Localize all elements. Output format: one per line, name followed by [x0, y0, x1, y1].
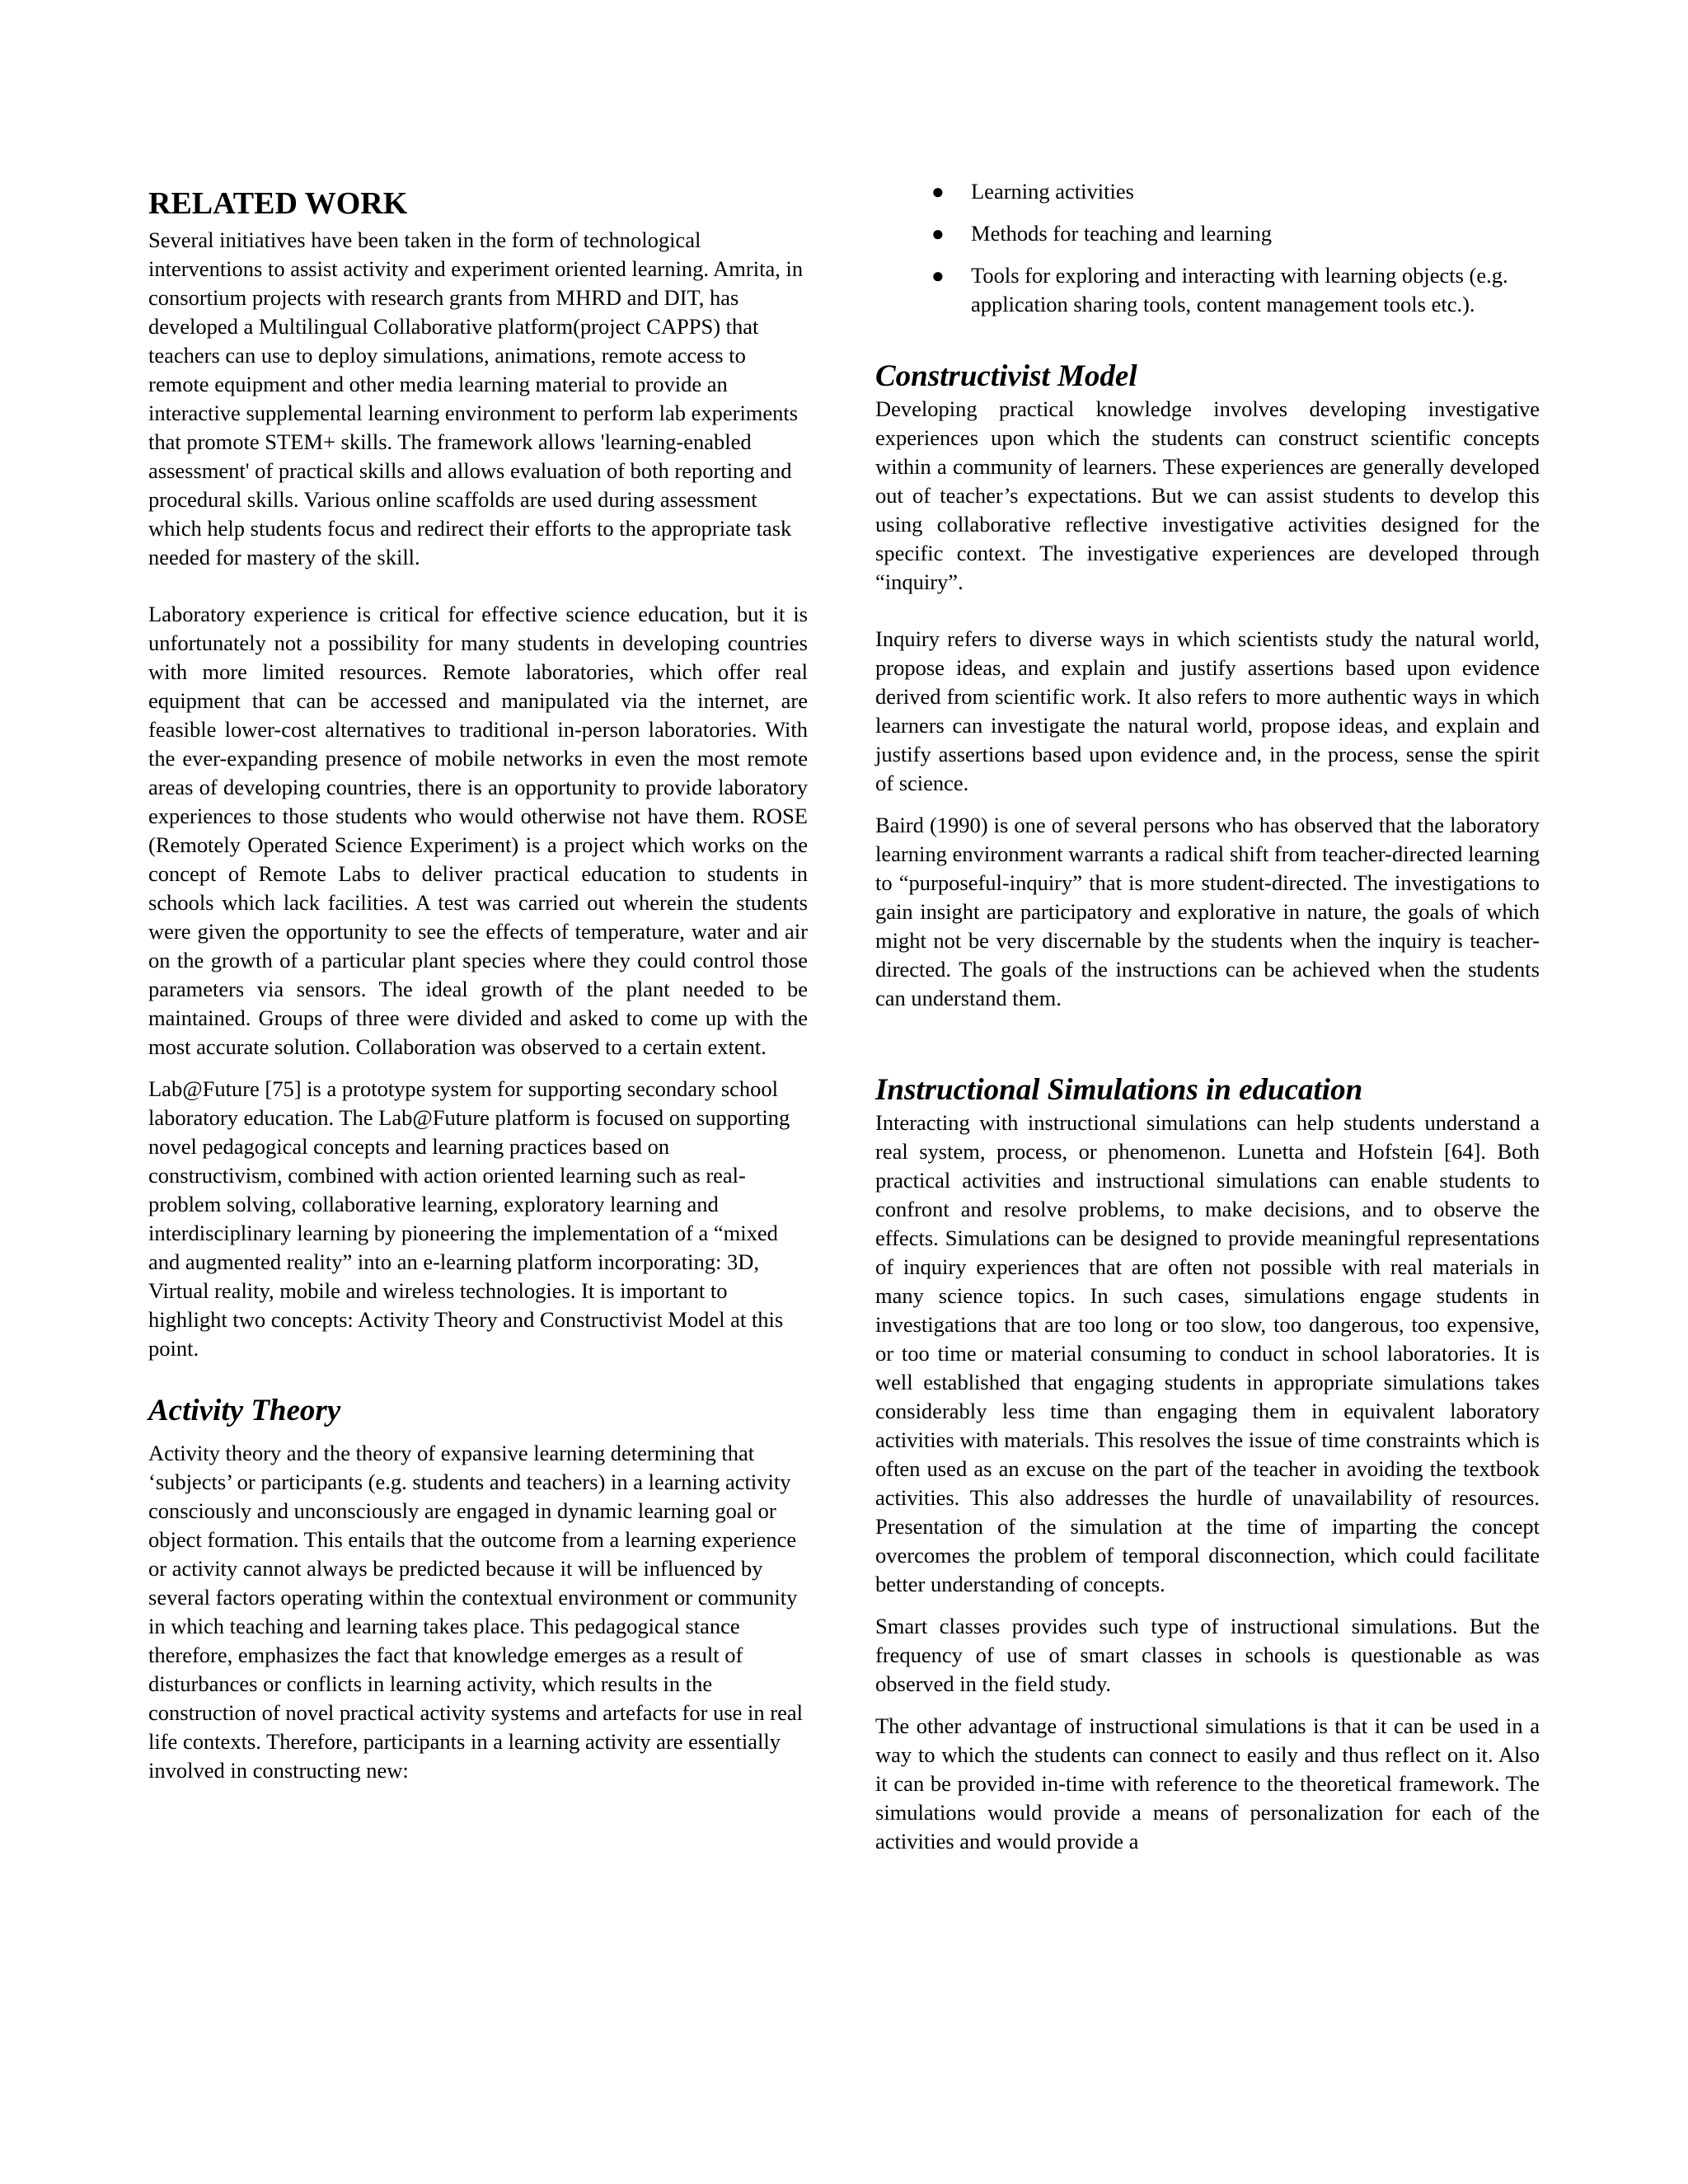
right-column [875, 177, 1540, 1856]
paragraph-lab-at-future: Lab@Future [75] is a prototype system for supporting secondary school laboratory education. The Lab@Future platform is focused on supporting novel pedagogical concepts and learning practices based on constructivism, combined with action oriented learning such as real-problem solving, collaborative learning, exploratory learning and interdisciplinary learning by pioneering the implementation of a “mixed and augmented reality” into an e-learning platform incorporating: 3D, Virtual reality, mobile and wireless technologies. It is important to highlight two concepts: Activity Theory and Constructivist Model at this point. [148, 1076, 790, 1361]
bullet-item: ● Methods for teaching and learning [875, 219, 1540, 248]
paragraph-advantage: The other advantage of instructional simulations is that it can be used in a way to which the students can connect to easily and thus reflect on it. Also it can be provided in-time with reference to the theoretical framework. The simulations would provide a means of personalization for each of the activities and would provide a [875, 1713, 1540, 1854]
left-column [148, 173, 808, 1785]
bullet-dot-icon: ● [931, 222, 945, 246]
paragraph-activity-theory: Activity theory and the theory of expansive learning determining that ‘subjects’ or participants (e.g. students and teachers) in a learning activity consciously and unconsciously are engaged in dynamic learning goal or object formation. This entails that the outcome from a learning experience or activity cannot always be predicted because it will be influenced by several factors operating within the contextual environment or community in which teaching and learning takes place. This pedagogical stance therefore, emphasizes the fact that knowledge emerges as a result of disturbances or conflicts in learning activity, which results in the construction of novel practical activity systems and artefacts for use in real life contexts. Therefore, participants in a learning activity are essentially involved in constructing new: [148, 1441, 803, 1783]
paragraph-simulations: Interacting with instructional simulations can help students understand a real system, process, or phenomenon. Lunetta and Hofstein [64]. Both practical activities and instructional simulations can enable students to confront and resolve problems, to make decisions, and to observe the effects. Simulations can be designed to provide meaningful representations of inquiry experiences that are often not possible with real materials in many science topics. In such cases, simulations engage students in investigations that are too long or too slow, too dangerous, too expensive, or too time or material consuming to conduct in school laboratories. It is well established that engaging students in appropriate simulations takes considerably less time than engaging them in equivalent laboratory activities with materials. This resolves the issue of time constraints which is often used as an excuse on the part of the teacher in avoiding the textbook activities. This also addresses the hurdle of unavailability of resources. Presentation of the simulation at the time of imparting the concept overcomes the problem of temporal disconnection, which could facilitate better understanding of concepts. [875, 1110, 1540, 1596]
bullet-item: ● Tools for exploring and interacting with learning objects (e.g. application sharing tools, content management tools etc.). [931, 263, 1508, 316]
bullet-dot-icon: ● [931, 264, 945, 288]
paragraph-initiatives: Several initiatives have been taken in the form of technological interventions to assist activity and experiment oriented learning. Amrita, in consortium projects with research grants from MHRD and DIT, has developed a Multilingual Collaborative platform(project CAPPS) that teachers can use to deploy simulations, animations, remote access to remote equipment and other media learning material to provide an interactive supplemental learning environment to perform lab experiments that promote STEM+ skills. The framework allows 'learning-enabled assessment' of practical skills and allows evaluation of both reporting and procedural skills. Various online scaffolds are used during assessment which help students focus and redirect their efforts to the appropriate task needed for mastery of the skill. [148, 227, 804, 569]
paragraph-inquiry: Inquiry refers to diverse ways in which scientists study the natural world, propose ideas, and explain and justify assertions based upon evidence derived from scientific work. It also refers to more authentic ways in which learners can investigate the natural world, propose ideas, and explain and justify assertions based upon evidence and, in the process, sense the spirit of science. [875, 626, 1540, 795]
subheading-activity-theory: Activity Theory [148, 1394, 341, 1427]
paragraph-practical-knowledge: Developing practical knowledge involves developing investigative experiences upon which the students can construct scientific concepts within a community of learners. These experiences are generally developed out of teacher’s expectations. But we can assist students to develop this using collaborative reflective investigative activities designed for the specific context. The investigative experiences are developed through “inquiry”. [875, 396, 1540, 594]
paragraph-baird: Baird (1990) is one of several persons who has observed that the laboratory learning environment warrants a radical shift from teacher-directed learning to “purposeful-inquiry” that is more student-directed. The investigations to gain insight are participatory and explorative in nature, the goals of which might not be very discernable by the students when the inquiry is teacher-directed. The goals of the instructions can be achieved when the students can understand them. [875, 813, 1540, 1010]
subheading-instructional-simulations: Instructional Simulations in education [875, 1073, 1363, 1107]
paragraph-smart-classes: Smart classes provides such type of instructional simulations. But the frequency of use of smart classes in schools is questionable as was observed in the field study. [875, 1614, 1540, 1696]
section-heading-related-work: RELATED WORK [148, 186, 408, 221]
subheading-constructivist-model: Constructivist Model [875, 359, 1137, 393]
bullet-list [875, 177, 1540, 319]
bullet-item: ● Learning activities [875, 177, 1540, 206]
bullet-dot-icon: ● [931, 180, 945, 204]
paragraph-laboratory-experience: Laboratory experience is critical for effective science education, but it is unfortunately not a possibility for many students in developing countries with more limited resources. Remote laboratories, which offer real equipment that can be accessed and manipulated via the internet, are feasible lower-cost alternatives to traditional in-person laboratories. With the ever-expanding presence of mobile networks in even the most remote areas of developing countries, there is an opportunity to provide laboratory experiences to those students who would otherwise not have them. ROSE (Remotely Operated Science Experiment) is a project which works on the concept of Remote Labs to deliver practical education to students in schools which lack facilities. A test was carried out wherein the students were given the opportunity to see the effects of temperature, water and air on the growth of a particular plant species where they could control those parameters via sensors. The ideal growth of the plant needed to be maintained. Groups of three were divided and asked to come up with the most accurate solution. Collaboration was observed to a certain extent. [148, 602, 808, 1059]
